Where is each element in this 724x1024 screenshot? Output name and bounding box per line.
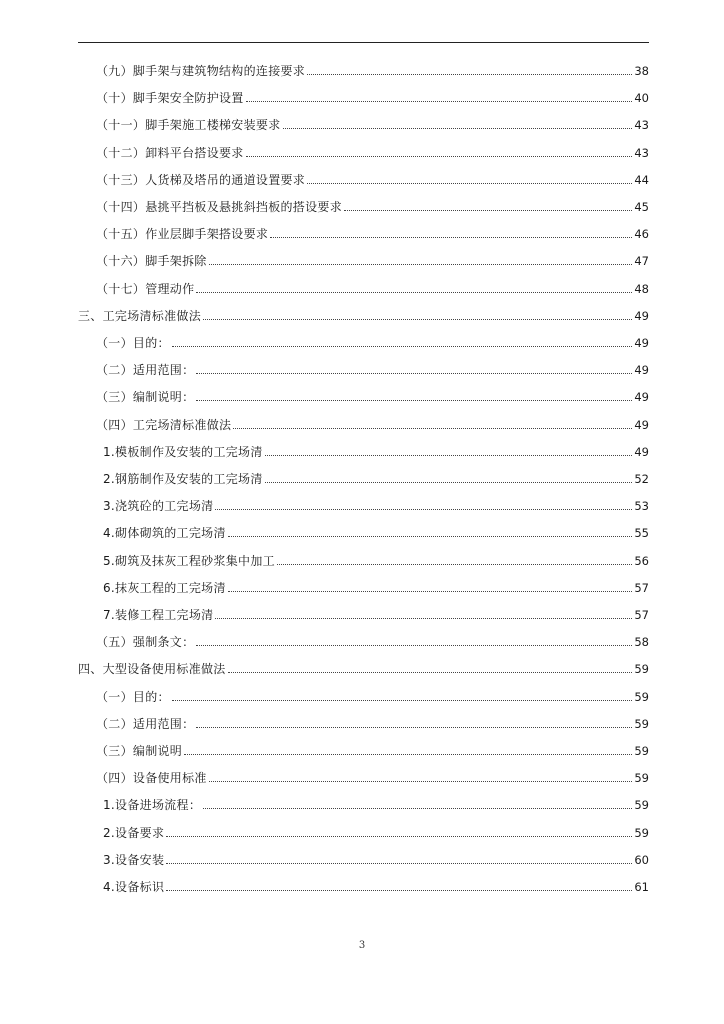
toc-dot-leader [246, 100, 633, 102]
toc-dot-leader [228, 671, 633, 673]
toc-dot-leader [344, 209, 632, 211]
toc-entry-page: 59 [634, 689, 649, 704]
toc-entry-page: 59 [634, 798, 649, 813]
toc-entry-page: 55 [634, 526, 649, 541]
toc-entry-page: 40 [634, 91, 649, 106]
toc-dot-leader [215, 508, 632, 510]
toc-entry-title: （二）适用范围： [96, 716, 195, 731]
toc-dot-leader [166, 889, 632, 891]
toc-entry[interactable] [96, 682, 649, 704]
toc-entry-title: 2.钢筋制作及安装的工完场清 [103, 472, 263, 486]
toc-dot-leader [228, 590, 633, 592]
toc-dot-leader [196, 399, 632, 401]
toc-dot-leader [196, 372, 632, 374]
toc-entry-page: 44 [634, 172, 649, 187]
header-rule [78, 42, 649, 43]
toc-entry[interactable] [96, 274, 649, 296]
toc-entry-page: 56 [634, 553, 649, 568]
toc-entry-title: 3.浇筑砼的工完场清 [103, 499, 214, 514]
toc-dot-leader [228, 535, 633, 537]
toc-entry-page: 58 [634, 635, 649, 650]
toc-entry[interactable] [103, 818, 649, 840]
toc-dot-leader [203, 807, 632, 809]
toc-dot-leader [166, 862, 632, 864]
toc-dot-leader [184, 753, 632, 755]
toc-entry[interactable] [96, 110, 649, 132]
toc-entry[interactable] [96, 763, 649, 785]
toc-entry-title: 4.砌体砌筑的工完场清 [103, 526, 226, 541]
toc-dot-leader [277, 563, 632, 565]
toc-entry-page: 59 [634, 825, 649, 840]
toc-entry[interactable] [96, 56, 649, 78]
toc-entry[interactable] [103, 464, 649, 486]
toc-entry-page: 43 [634, 118, 649, 133]
toc-entry-title: （四）设备使用标准 [96, 771, 207, 786]
toc-entry[interactable] [103, 491, 649, 513]
toc-dot-leader [196, 726, 632, 728]
toc-entry-page: 49 [634, 390, 649, 405]
toc-entry-title: 1.模板制作及安装的工完场清 [103, 444, 263, 459]
toc-entry[interactable] [78, 654, 649, 676]
toc-entry[interactable] [96, 328, 649, 350]
toc-entry-page: 49 [634, 336, 649, 350]
toc-entry-title: （十五）作业层脚手架搭设要求 [96, 227, 269, 242]
toc-entry-title: （十二）卸料平台搭设要求 [96, 145, 244, 160]
toc-entry[interactable] [103, 518, 649, 540]
toc-entry-page: 49 [634, 308, 649, 323]
toc-entry-title: （三）编制说明 [96, 744, 183, 758]
toc-dot-leader [233, 427, 632, 429]
toc-dot-leader [166, 835, 632, 837]
toc-entry-page: 49 [634, 417, 649, 432]
toc-entry-title: 四、大型设备使用标准做法 [78, 662, 226, 677]
toc-entry[interactable] [96, 736, 649, 758]
toc-entry-page: 45 [634, 200, 649, 214]
toc-entry[interactable] [103, 573, 649, 595]
toc-entry-page: 49 [634, 363, 649, 378]
toc-dot-leader [307, 73, 632, 75]
toc-entry[interactable] [96, 355, 649, 377]
toc-entry[interactable] [96, 219, 649, 241]
toc-entry-page: 46 [634, 227, 649, 242]
toc-entry[interactable] [103, 546, 649, 568]
toc-entry-title: （一）目的： [96, 689, 170, 704]
toc-entry[interactable] [96, 192, 649, 214]
toc-entry-title: 三、工完场清标准做法 [78, 308, 202, 323]
toc-entry-title: 5.砌筑及抹灰工程砂浆集中加工 [103, 553, 275, 568]
toc-entry-page: 59 [634, 716, 649, 731]
toc-entry-page: 57 [634, 580, 649, 595]
toc-entry-title: （三）编制说明： [96, 390, 195, 405]
toc-entry-title: （九）脚手架与建筑物结构的连接要求 [96, 64, 306, 78]
toc-entry-title: （十一）脚手架施工楼梯安装要求 [96, 118, 281, 133]
toc-entry[interactable] [96, 627, 649, 649]
toc-entry[interactable] [103, 790, 649, 812]
toc-entry-title: （四）工完场清标准做法 [96, 417, 232, 432]
toc-entry-title: （十三）人货梯及塔吊的通道设置要求 [96, 172, 306, 187]
toc-entry-page: 49 [634, 444, 649, 459]
toc-entry-page: 53 [634, 499, 649, 514]
toc-entry-page: 60 [634, 852, 649, 867]
toc-dot-leader [203, 318, 632, 320]
toc-dot-leader [196, 291, 632, 293]
toc-entry-page: 59 [634, 771, 649, 786]
toc-entry[interactable] [103, 600, 649, 622]
toc-dot-leader [172, 345, 633, 347]
toc-entry[interactable] [96, 138, 649, 160]
toc-entry-page: 61 [634, 880, 649, 894]
toc-dot-leader [307, 182, 632, 184]
toc-dot-leader [209, 263, 633, 265]
toc-entry-page: 48 [634, 281, 649, 296]
toc-entry-page: 59 [634, 744, 649, 758]
toc-dot-leader [265, 454, 633, 456]
toc-entry-page: 57 [634, 608, 649, 622]
toc-entry-title: （十七）管理动作 [96, 281, 195, 296]
toc-entry-page: 38 [634, 64, 649, 78]
toc-entry-page: 43 [634, 145, 649, 160]
toc-entry[interactable] [96, 410, 649, 432]
page-number: 3 [358, 940, 366, 951]
toc-entry-title: （二）适用范围： [96, 363, 195, 378]
toc-dot-leader [172, 699, 633, 701]
toc-entry-page: 47 [634, 254, 649, 269]
toc-entry-title: （十四）悬挑平挡板及悬挑斜挡板的搭设要求 [96, 200, 343, 214]
toc-entry-title: （一）目的： [96, 336, 170, 350]
toc-entry-title: （十六）脚手架拆除 [96, 254, 207, 269]
toc-dot-leader [196, 644, 632, 646]
toc-entry-page: 52 [634, 472, 649, 486]
toc-entry[interactable] [96, 165, 649, 187]
toc-entry-title: 6.抹灰工程的工完场清 [103, 580, 226, 595]
toc-dot-leader [283, 127, 633, 129]
toc-entry-title: 4.设备标识 [103, 880, 165, 894]
toc-entry[interactable] [103, 437, 649, 459]
toc-entry-title: 2.设备要求 [103, 825, 165, 840]
toc-dot-leader [215, 617, 632, 619]
toc-dot-leader [246, 155, 633, 157]
toc-entry[interactable] [96, 382, 649, 404]
toc-entry[interactable] [78, 301, 649, 323]
toc-entry-title: 3.设备安装 [103, 852, 165, 867]
toc-entry[interactable] [96, 246, 649, 268]
toc-entry-title: （五）强制条文： [96, 635, 195, 650]
toc-dot-leader [265, 481, 633, 483]
toc-entry[interactable] [96, 709, 649, 731]
toc-entry[interactable] [103, 872, 649, 894]
toc-entry[interactable] [96, 83, 649, 105]
toc-entry-title: 7.装修工程工完场清 [103, 608, 214, 622]
toc-dot-leader [209, 780, 633, 782]
toc-entry-title: （十）脚手架安全防护设置 [96, 91, 244, 106]
toc-entry-page: 59 [634, 662, 649, 677]
toc-entry-title: 1.设备进场流程： [103, 798, 202, 813]
toc-entry[interactable] [103, 845, 649, 867]
toc-dot-leader [270, 236, 632, 238]
